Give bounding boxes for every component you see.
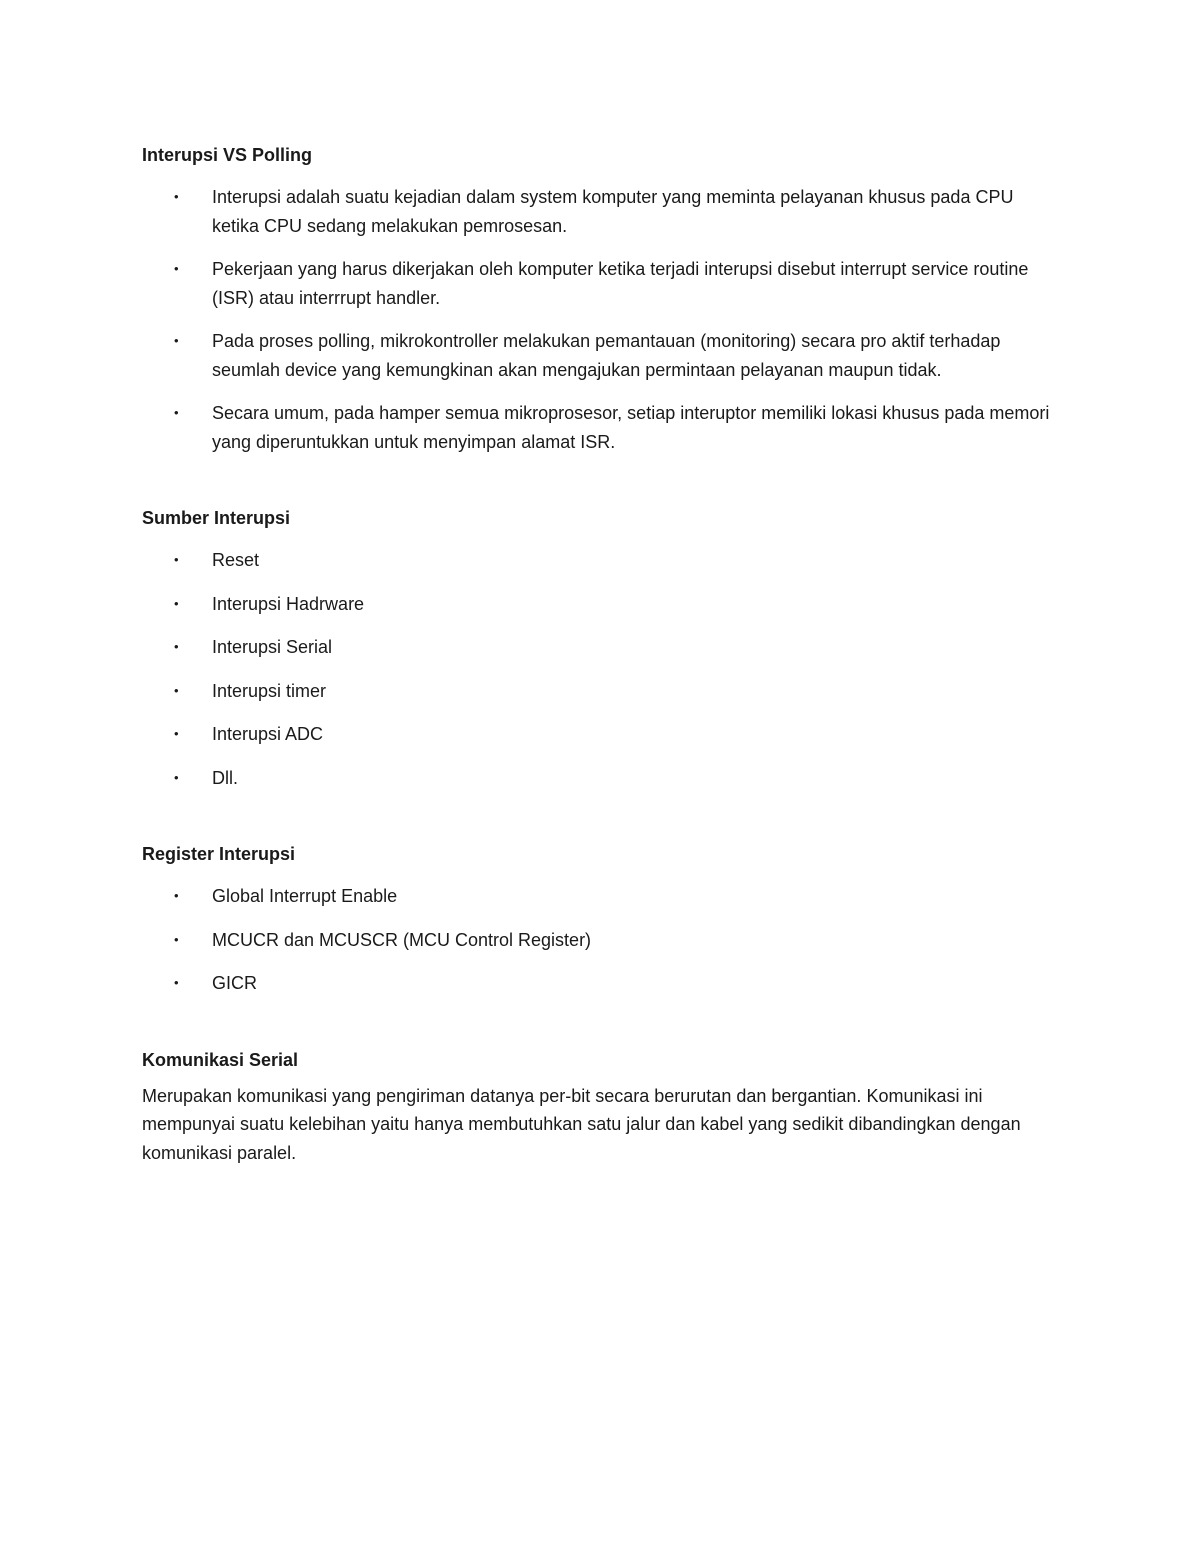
- bullet-icon: •: [174, 682, 179, 698]
- list-item-text: Interupsi timer: [212, 680, 327, 701]
- bullet-icon: •: [174, 726, 179, 741]
- bullet-icon: •: [174, 639, 179, 654]
- bullet-icon: •: [174, 189, 179, 204]
- section-heading: Interupsi VS Polling: [142, 145, 313, 165]
- section-heading: Register Interupsi: [142, 844, 296, 864]
- bullet-list: [142, 882, 1062, 998]
- bullet-icon: •: [174, 931, 179, 947]
- section-sumber-interupsi: [142, 504, 1062, 792]
- list-item-text: Interupsi adalah suatu kejadian dalam system komputer yang meminta pelayanan khusus pada CPU ketika CPU sedang melakukan pemrosesan.: [212, 187, 1014, 236]
- section-komunikasi-serial: [142, 1046, 1062, 1168]
- list-item: [142, 677, 1062, 706]
- bullet-icon: •: [174, 552, 179, 567]
- list-item-text: Pekerjaan yang harus dikerjakan oleh komputer ketika terjadi interupsi disebut interrupt service routine (ISR) atau interrrupt handler.: [212, 259, 1029, 308]
- bullet-icon: •: [174, 975, 179, 990]
- list-item: [142, 399, 1062, 456]
- list-item-text: Interupsi Serial: [212, 637, 333, 657]
- section-heading: Komunikasi Serial: [142, 1049, 299, 1070]
- bullet-icon: •: [174, 888, 179, 903]
- list-item-text: Pada proses polling, mikrokontroller melakukan pemantauan (monitoring) secara pro aktif terhadap seumlah device yang kemungkinan akan mengajukan permintaan pelayanan maupun tidak.: [212, 331, 1001, 380]
- bullet-list: [142, 183, 1062, 456]
- list-item: [142, 255, 1062, 312]
- list-item-text: Dll.: [212, 767, 238, 788]
- section-heading: Sumber Interupsi: [142, 508, 291, 528]
- list-item-text: MCUCR dan MCUSCR (MCU Control Register): [212, 929, 592, 950]
- list-item-text: GICR: [212, 973, 257, 993]
- list-item: [142, 926, 1062, 955]
- list-item-text: Secara umum, pada hamper semua mikroprosesor, setiap interuptor memiliki lokasi khusus pada memori yang diperuntukkan untuk menyimpan alamat ISR.: [212, 403, 1050, 452]
- list-item: [142, 633, 1062, 662]
- bullet-icon: •: [174, 769, 179, 785]
- bullet-icon: •: [174, 595, 179, 611]
- list-item: [142, 327, 1062, 384]
- list-item-text: Interupsi ADC: [212, 724, 324, 744]
- bullet-icon: •: [174, 261, 179, 276]
- list-item: [142, 764, 1062, 793]
- section-paragraph: Merupakan komunikasi yang pengiriman datanya per-bit secara berurutan dan bergantian. Komunikasi ini mempunyai suatu kelebihan yaitu hanya membutuhkan satu jalur dan kabel yang sedikit dibandingkan dengan komunikasi paralel.: [142, 1085, 1021, 1163]
- bullet-list: [142, 546, 1062, 792]
- bullet-icon: •: [174, 405, 179, 420]
- list-item: [142, 969, 1062, 998]
- list-item-text: Reset: [212, 550, 260, 570]
- list-item: [142, 546, 1062, 575]
- list-item: [142, 882, 1062, 911]
- list-item-text: Interupsi Hadrware: [212, 593, 365, 614]
- section-interupsi-vs-polling: [142, 141, 1062, 456]
- document-page: [142, 141, 1062, 1167]
- list-item-text: Global Interrupt Enable: [212, 886, 398, 906]
- list-item: [142, 183, 1062, 240]
- list-item: [142, 590, 1062, 619]
- section-register-interupsi: [142, 840, 1062, 998]
- bullet-icon: •: [174, 333, 179, 348]
- list-item: [142, 720, 1062, 749]
